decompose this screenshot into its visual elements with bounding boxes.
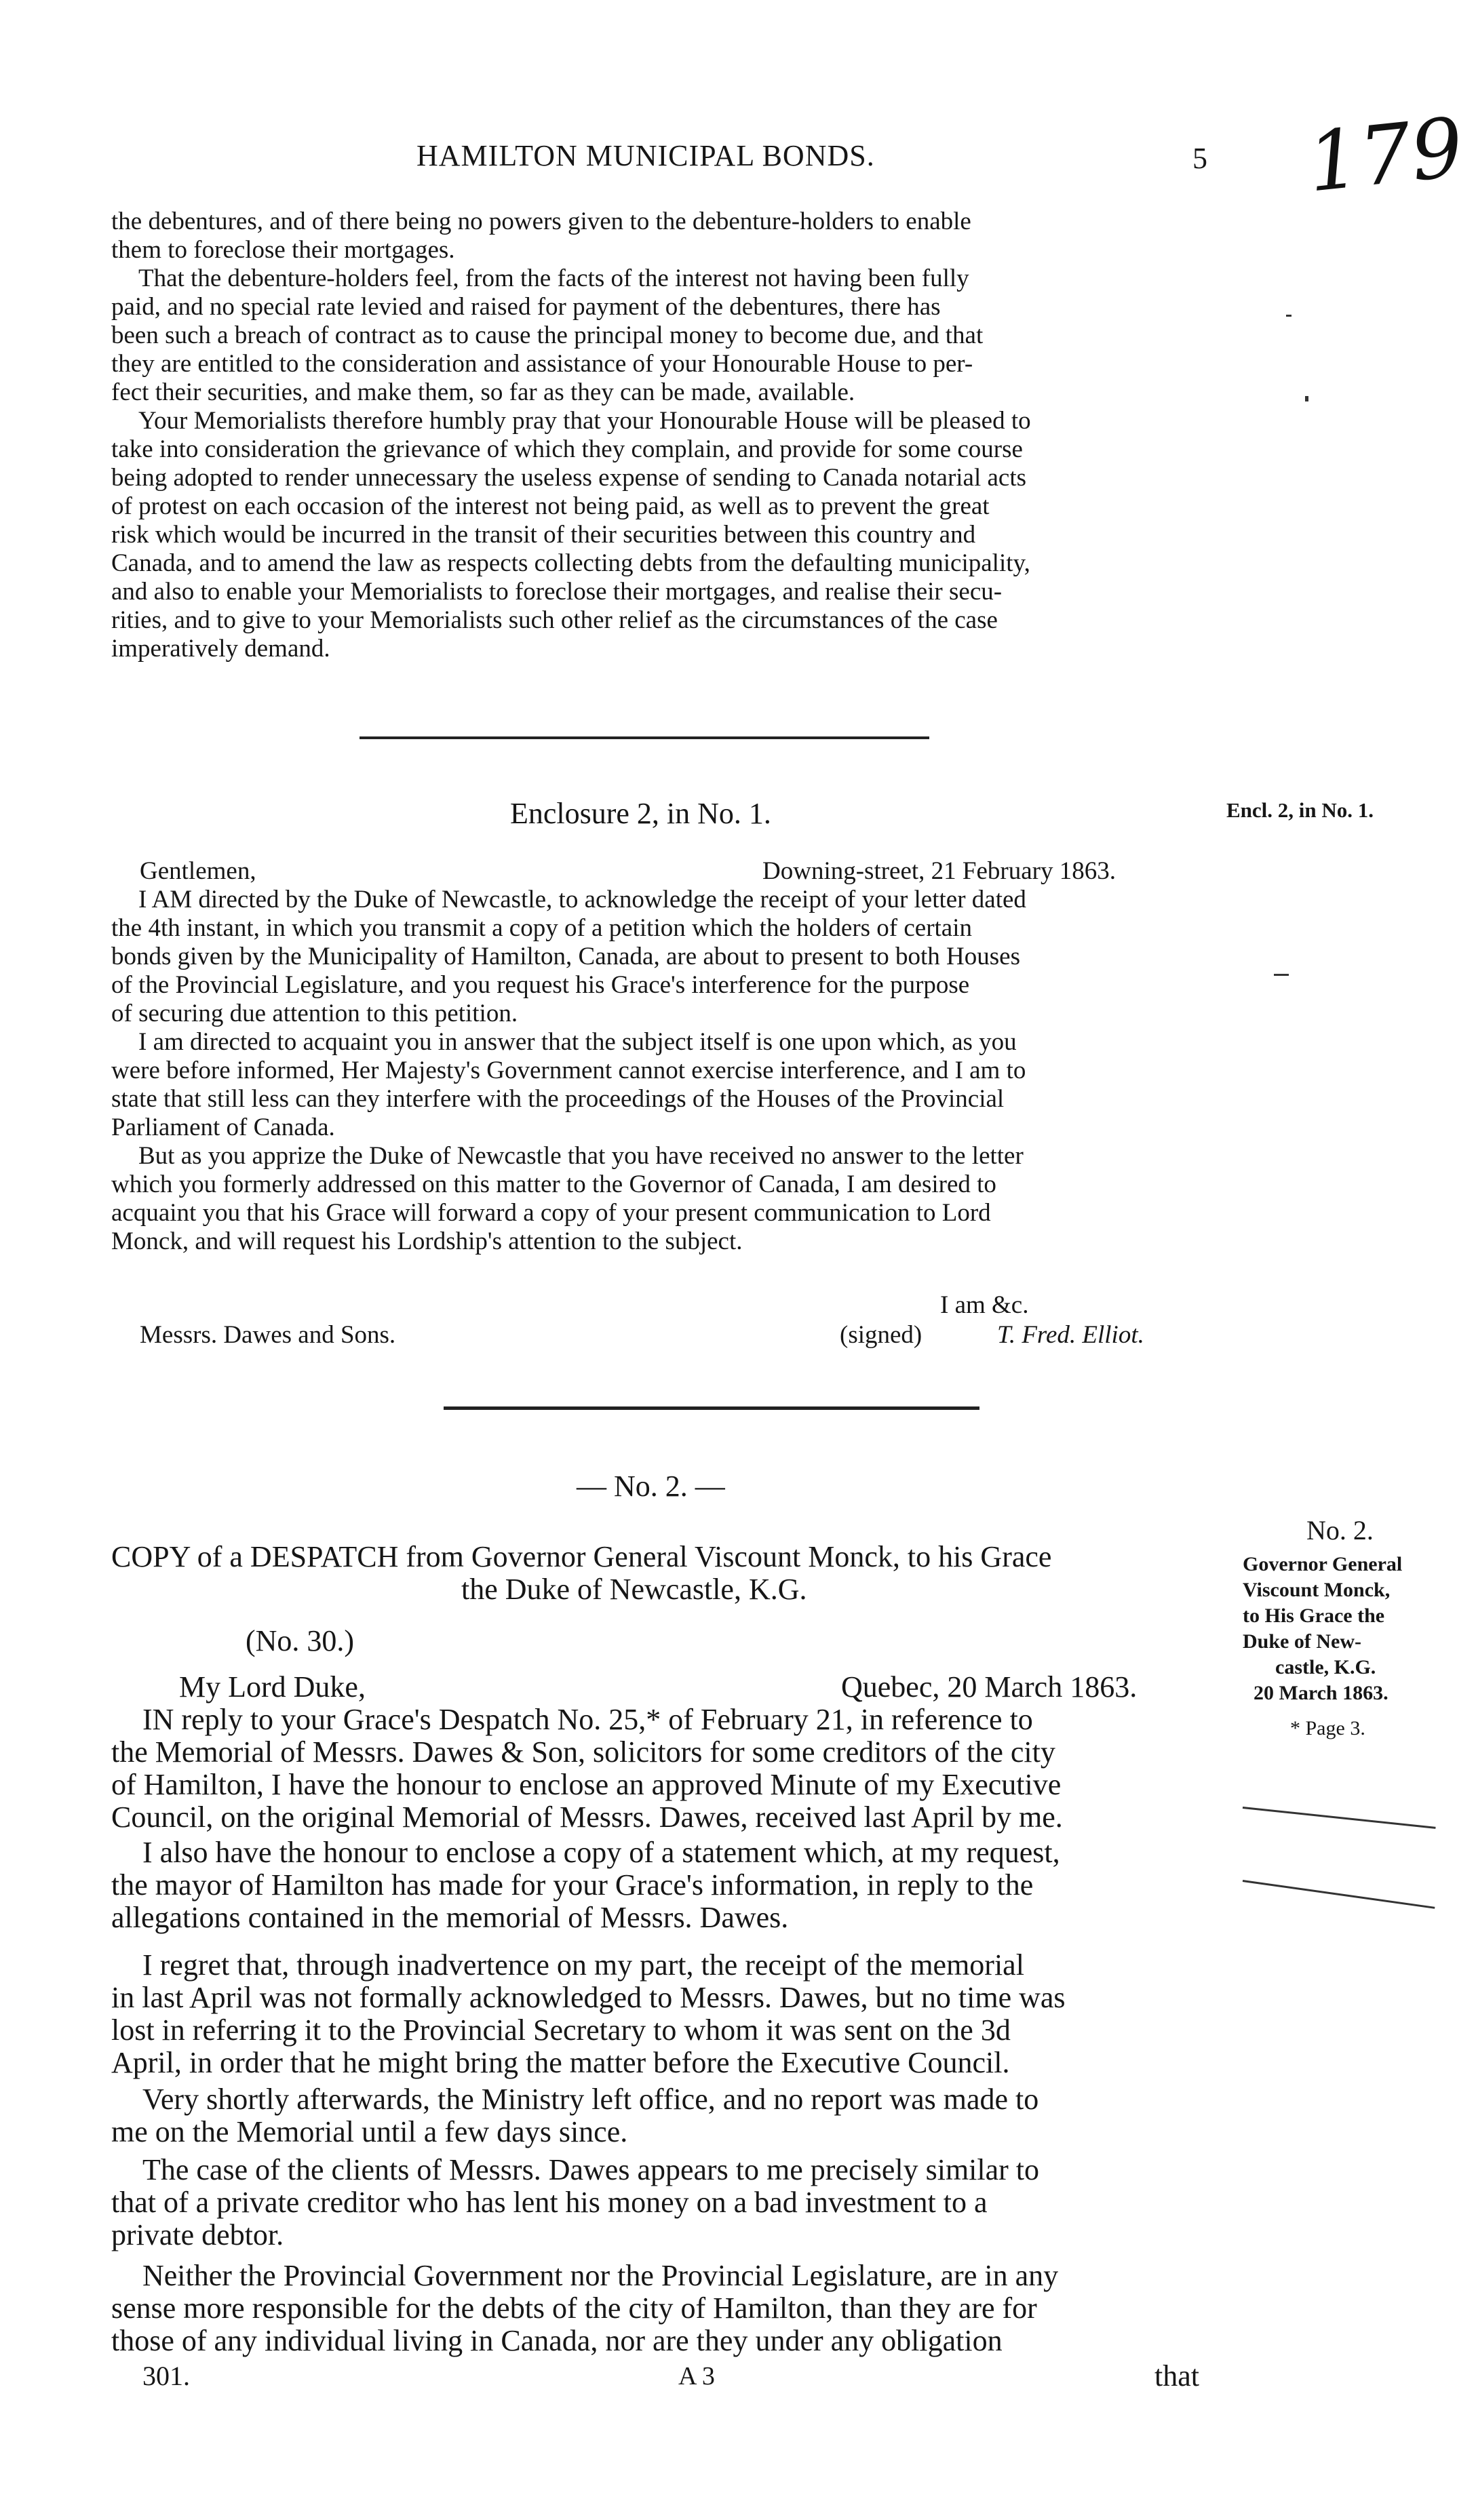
despatch-place-date: Quebec, 20 March 1863. [841, 1670, 1138, 1704]
despatch-line: lost in referring it to the Provincial Secretary to whom it was sent on the 3d [111, 2013, 1011, 2047]
memorial-line: and also to enable your Memorialists to foreclose their mortgages, and realise their secu- [111, 578, 1003, 606]
margin-note-line: to His Grace the [1243, 1604, 1385, 1627]
memorial-line: rities, and to give to your Memorialists such other relief as the circumstances of the case [111, 606, 998, 634]
memorial-line: That the debenture-holders feel, from the facts of the interest not having been fully [138, 264, 969, 292]
section-divider [444, 1406, 979, 1410]
memorial-line: them to foreclose their mortgages. [111, 236, 455, 264]
memorial-line: Canada, and to amend the law as respects collecting debts from the defaulting municipality, [111, 549, 1030, 577]
memorial-line: fect their securities, and make them, so far as they can be made, available. [111, 378, 855, 406]
margin-pen-stroke [1274, 974, 1289, 976]
despatch-line: April, in order that he might bring the matter before the Executive Council. [111, 2046, 1010, 2079]
print-number: 301. [142, 2361, 190, 2391]
margin-pen-stroke [1286, 315, 1292, 317]
enclosure-place-date: Downing-street, 21 February 1863. [762, 857, 1116, 885]
enclosure-line: bonds given by the Municipality of Hamilton, Canada, are about to present to both Houses [111, 943, 1020, 970]
despatch-line: of Hamilton, I have the honour to enclose an approved Minute of my Executive [111, 1768, 1062, 1801]
enclosure-line: were before informed, Her Majesty's Government cannot exercise interference, and I am to [111, 1057, 1026, 1084]
margin-note-line: castle, K.G. [1275, 1656, 1376, 1678]
memorial-line: been such a breach of contract as to cause the principal money to become due, and that [111, 321, 984, 349]
despatch-line: The case of the clients of Messrs. Dawes appears to me precisely similar to [142, 2153, 1040, 2186]
memorial-line: imperatively demand. [111, 635, 330, 663]
memorial-line: Your Memorialists therefore humbly pray that your Honourable House will be pleased to [138, 407, 1031, 435]
memorial-line: risk which would be incurred in the transit of their securities between this country and [111, 521, 976, 549]
despatch-line: me on the Memorial until a few days since. [111, 2115, 628, 2148]
memorial-line: of protest on each occasion of the interest not being paid, as well as to prevent the great [111, 492, 990, 520]
enclosure-line: which you formerly addressed on this matter to the Governor of Canada, I am desired to [111, 1170, 996, 1198]
despatch-line: private debtor. [111, 2218, 284, 2251]
margin-pen-stroke [1243, 1807, 1436, 1829]
despatch-title-line1: COPY of a DESPATCH from Governor General Viscount Monck, to his Grace [111, 1540, 1052, 1573]
section-marker: — No. 2. — [577, 1470, 725, 1503]
despatch-line: the Memorial of Messrs. Dawes & Son, solicitors for some creditors of the city [111, 1735, 1055, 1769]
enclosure-line: I am directed to acquaint you in answer that the subject itself is one upon which, as you [138, 1028, 1017, 1056]
memorial-line: they are entitled to the consideration and assistance of your Honourable House to per- [111, 350, 973, 378]
despatch-line: in last April was not formally acknowledged to Messrs. Dawes, but no time was [111, 1981, 1066, 2014]
despatch-line: Neither the Provincial Government nor the Provincial Legislature, are in any [142, 2259, 1059, 2292]
margin-note-line: Governor General [1243, 1553, 1403, 1575]
margin-note-line: * Page 3. [1290, 1717, 1365, 1739]
enclosure-line: Parliament of Canada. [111, 1114, 335, 1141]
despatch-line: Council, on the original Memorial of Messrs. Dawes, received last April by me. [111, 1800, 1063, 1834]
despatch-line: sense more responsible for the debts of the city of Hamilton, than they are for [111, 2291, 1037, 2325]
margin-note-line: Duke of New- [1243, 1630, 1361, 1653]
despatch-line: I also have the honour to enclose a copy of a statement which, at my request, [142, 1836, 1060, 1869]
memorial-line: the debentures, and of there being no powers given to the debenture-holders to enable [111, 208, 971, 235]
enclosure-line: But as you apprize the Duke of Newcastle that you have received no answer to the letter [138, 1142, 1024, 1170]
enclosure-signatory: T. Fred. Elliot. [997, 1321, 1144, 1349]
enclosure-margin-note: Encl. 2, in No. 1. [1226, 798, 1374, 822]
despatch-line: allegations contained in the memorial of Messrs. Dawes. [111, 1901, 789, 1934]
despatch-number: (No. 30.) [246, 1624, 355, 1657]
margin-pen-stroke [1243, 1880, 1435, 1909]
section-divider [360, 736, 929, 739]
despatch-line: I regret that, through inadvertence on my part, the receipt of the memorial [142, 1948, 1024, 1982]
enclosure-addressee: Messrs. Dawes and Sons. [140, 1321, 396, 1349]
despatch-salutation: My Lord Duke, [179, 1670, 366, 1704]
handwritten-folio: 179 [1303, 100, 1468, 211]
signature-mark: A 3 [678, 2362, 715, 2390]
enclosure-salutation: Gentlemen, [140, 857, 256, 885]
memorial-line: paid, and no special rate levied and raised for payment of the debentures, there has [111, 293, 941, 321]
enclosure-line: the 4th instant, in which you transmit a copy of a petition which the holders of certain [111, 914, 973, 942]
catchword: that [1154, 2359, 1199, 2393]
running-title: HAMILTON MUNICIPAL BONDS. [416, 139, 875, 172]
margin-note-line: 20 March 1863. [1254, 1682, 1388, 1704]
margin-note-line: No. 2. [1306, 1515, 1374, 1546]
enclosure-line: I AM directed by the Duke of Newcastle, to acknowledge the receipt of your letter dated [138, 886, 1026, 913]
margin-pen-stroke [1305, 396, 1308, 401]
memorial-line: being adopted to render unnecessary the useless expense of sending to Canada notarial acts [111, 464, 1027, 492]
despatch-line: IN reply to your Grace's Despatch No. 25,* of February 21, in reference to [142, 1703, 1033, 1736]
despatch-title-line2: the Duke of Newcastle, K.G. [461, 1573, 807, 1606]
memorial-line: take into consideration the grievance of which they complain, and provide for some course [111, 435, 1023, 463]
enclosure-line: state that still less can they interfere with the proceedings of the Houses of the Provincial [111, 1085, 1005, 1113]
enclosure-signed: (signed) [840, 1321, 922, 1349]
enclosure-line: Monck, and will request his Lordship's attention to the subject. [111, 1227, 743, 1255]
margin-note-line: Viscount Monck, [1243, 1579, 1391, 1601]
despatch-line: that of a private creditor who has lent his money on a bad investment to a [111, 2186, 988, 2219]
enclosure-heading: Enclosure 2, in No. 1. [510, 797, 771, 830]
enclosure-line: acquaint you that his Grace will forward a copy of your present communication to Lord [111, 1199, 991, 1227]
enclosure-line: of the Provincial Legislature, and you request his Grace's interference for the purpose [111, 971, 970, 999]
despatch-line: Very shortly afterwards, the Ministry left office, and no report was made to [142, 2083, 1039, 2116]
despatch-line: those of any individual living in Canada, nor are they under any obligation [111, 2324, 1003, 2357]
page-number: 5 [1192, 142, 1207, 175]
enclosure-closing: I am &c. [940, 1291, 1029, 1319]
despatch-line: the mayor of Hamilton has made for your Grace's information, in reply to the [111, 1868, 1034, 1902]
enclosure-line: of securing due attention to this petition. [111, 1000, 518, 1027]
